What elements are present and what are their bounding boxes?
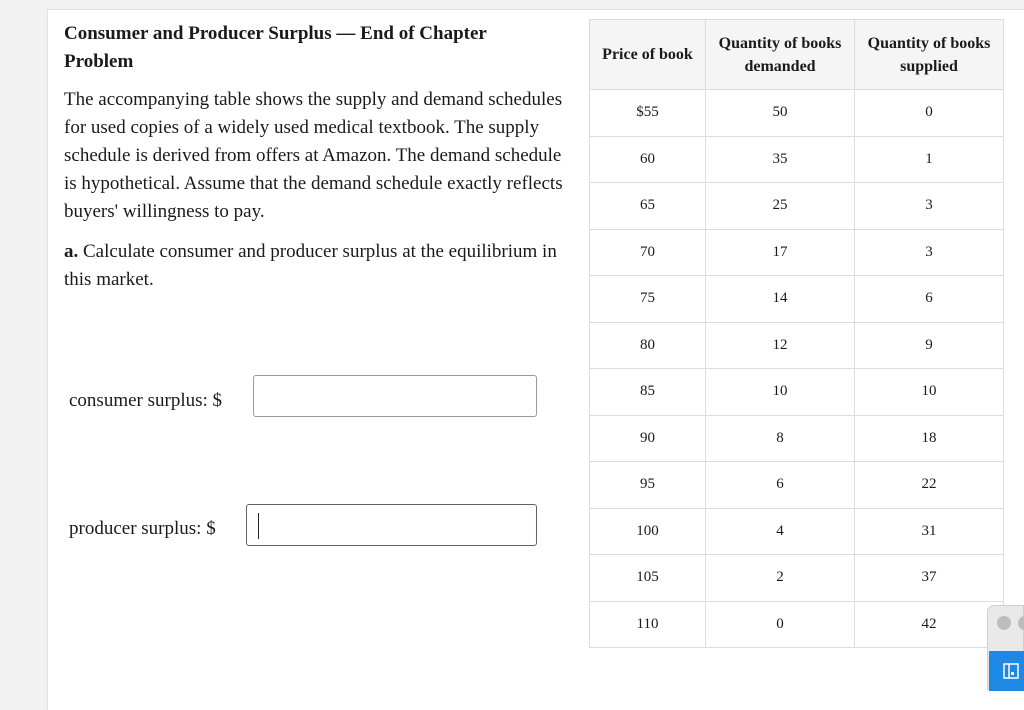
panel-icon	[1003, 663, 1019, 679]
supplied-cell: 6	[855, 276, 1004, 323]
demanded-cell: 25	[706, 183, 855, 230]
problem-title: Consumer and Producer Surplus — End of Chapter Problem	[64, 23, 487, 72]
demanded-cell: 17	[706, 229, 855, 276]
demanded-cell: 35	[706, 136, 855, 183]
supplied-cell: 18	[855, 415, 1004, 462]
table-row	[590, 415, 1004, 462]
price-cell: 90	[590, 415, 706, 462]
table-row	[590, 322, 1004, 369]
table-row	[590, 555, 1004, 602]
price-cell: 75	[590, 276, 706, 323]
table-row	[590, 601, 1004, 648]
supplied-cell: 31	[855, 508, 1004, 555]
text-cursor	[258, 513, 259, 539]
part-a-question	[64, 238, 574, 294]
table-row	[590, 508, 1004, 555]
header-price: Price of book	[590, 20, 706, 90]
floating-tool-widget	[987, 605, 1024, 690]
demanded-cell: 8	[706, 415, 855, 462]
supplied-cell: 1	[855, 136, 1004, 183]
widget-dot-icon	[1018, 616, 1024, 630]
demanded-cell: 4	[706, 508, 855, 555]
part-a-text: Calculate consumer and producer surplus at the equilibrium in this market.	[64, 241, 557, 290]
producer-surplus-label: producer surplus: $	[69, 518, 216, 539]
table-row	[590, 276, 1004, 323]
demanded-cell: 6	[706, 462, 855, 509]
header-quantity-demanded: Quantity of books demanded	[706, 20, 855, 90]
demanded-cell: 2	[706, 555, 855, 602]
supplied-cell: 9	[855, 322, 1004, 369]
supplied-cell: 42	[855, 601, 1004, 648]
price-cell: 70	[590, 229, 706, 276]
price-cell: 110	[590, 601, 706, 648]
price-cell: 65	[590, 183, 706, 230]
table-row	[590, 183, 1004, 230]
price-cell: 105	[590, 555, 706, 602]
widget-open-button[interactable]	[989, 651, 1024, 691]
table-row	[590, 462, 1004, 509]
supplied-cell: 10	[855, 369, 1004, 416]
supplied-cell: 37	[855, 555, 1004, 602]
price-cell: 100	[590, 508, 706, 555]
table-row	[590, 229, 1004, 276]
consumer-surplus-input[interactable]	[253, 375, 537, 417]
table-row	[590, 369, 1004, 416]
demanded-cell: 0	[706, 601, 855, 648]
problem-intro: The accompanying table shows the supply and demand schedules for used copies of a widely used medical textbook. The supply schedule is derived from offers at Amazon. The demand schedule is hypothetical. Assume that the demand schedule exactly reflects buyers' willingness to pay.	[64, 89, 563, 222]
demanded-cell: 12	[706, 322, 855, 369]
demanded-cell: 14	[706, 276, 855, 323]
supplied-cell: 3	[855, 183, 1004, 230]
widget-dot-icon	[997, 616, 1011, 630]
price-cell: 95	[590, 462, 706, 509]
price-cell: 85	[590, 369, 706, 416]
price-cell: 60	[590, 136, 706, 183]
demanded-cell: 10	[706, 369, 855, 416]
supply-demand-table	[589, 19, 1004, 648]
demanded-cell: 50	[706, 90, 855, 137]
table-row	[590, 90, 1004, 137]
supplied-cell: 3	[855, 229, 1004, 276]
supplied-cell: 22	[855, 462, 1004, 509]
header-quantity-supplied: Quantity of books supplied	[855, 20, 1004, 90]
problem-page	[47, 9, 1024, 710]
table-row	[590, 136, 1004, 183]
producer-surplus-input[interactable]	[246, 504, 537, 546]
table-header-row	[590, 20, 1004, 90]
part-a-label: a.	[64, 241, 79, 262]
consumer-surplus-label: consumer surplus: $	[69, 390, 223, 411]
supplied-cell: 0	[855, 90, 1004, 137]
price-cell: $55	[590, 90, 706, 137]
price-cell: 80	[590, 322, 706, 369]
